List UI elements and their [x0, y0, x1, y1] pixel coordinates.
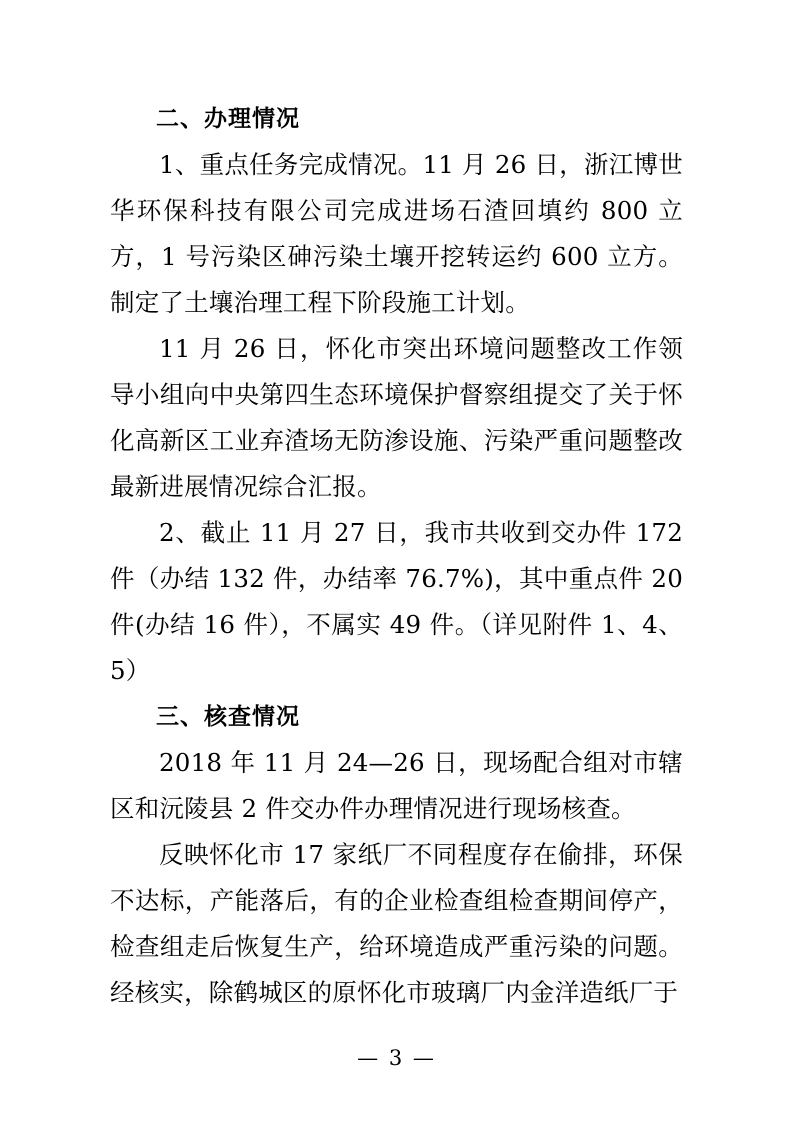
paragraph-case-statistics: 2、截止 11 月 27 日，我市共收到交办件 172 件（办结 132 件，办结率 76.7%)，其中重点件 20 件(办结 16 件），不属实 49 件。（详见附件 1、4、5）: [110, 518, 683, 685]
section-heading-three: 三、核查情况: [156, 704, 300, 730]
page-number: — 3 —: [357, 1046, 436, 1070]
section-heading-two: 二、办理情况: [156, 106, 300, 132]
document-body: [110, 96, 683, 1016]
paragraph-report-submission: 11 月 26 日，怀化市突出环境问题整改工作领导小组向中央第四生态环境保护督察组提交了关于怀化高新区工业弃渣场无防渗设施、污染严重问题整改最新进展情况综合汇报。: [110, 334, 683, 501]
paragraph-paper-mills-report: 反映怀化市 17 家纸厂不同程度存在偷排，环保不达标，产能落后，有的企业检查组检查期间停产，检查组走后恢复生产，给环境造成严重污染的问题。经核实，除鹤城区的原怀化市玻璃厂内金洋造纸厂于: [110, 840, 683, 1007]
paragraph-onsite-verification: 2018 年 11 月 24—26 日，现场配合组对市辖区和沅陵县 2 件交办件办理情况进行现场核查。: [110, 748, 683, 823]
paragraph-key-task-progress: 1、重点任务完成情况。11 月 26 日，浙江博世华环保科技有限公司完成进场石渣回填约 800 立方，1 号污染区砷污染土壤开挖转运约 600 立方。制定了土壤治理工程下阶段施工计划。: [110, 150, 683, 317]
